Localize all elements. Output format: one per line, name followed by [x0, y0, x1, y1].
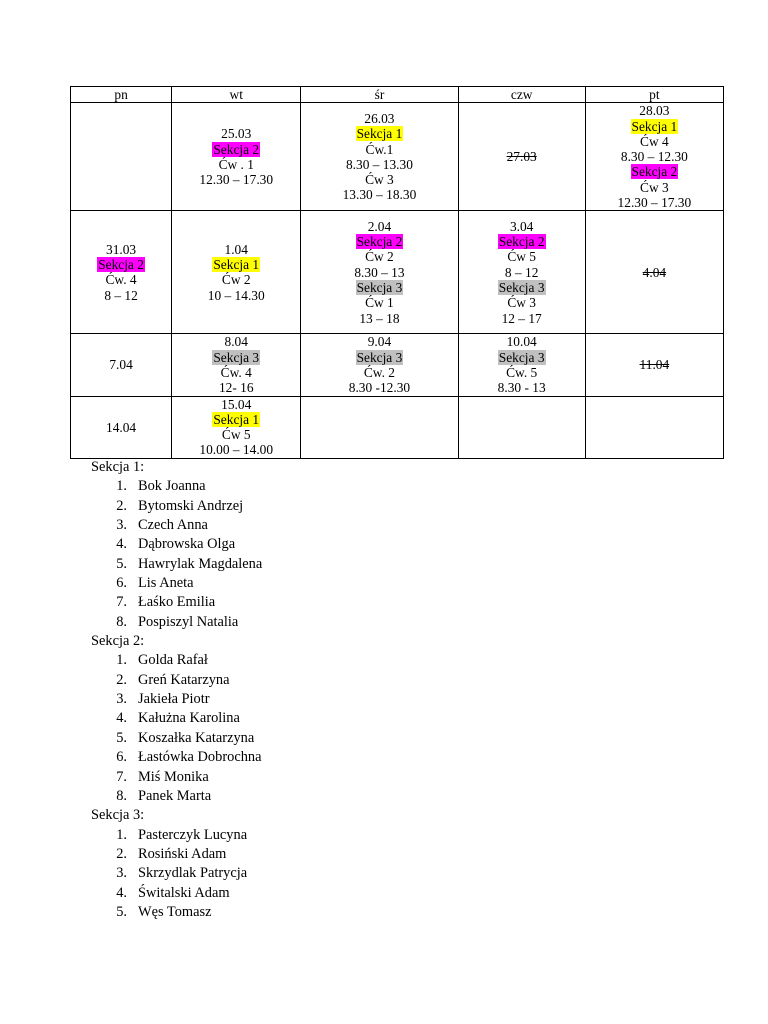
cell-line [172, 257, 300, 272]
cell-text: 12.30 – 17.30 [617, 195, 692, 211]
list-number: 4. [116, 884, 127, 901]
day-cell [301, 103, 458, 211]
cell-line [586, 119, 723, 134]
day-cell [172, 103, 301, 211]
cell-line [71, 420, 171, 435]
section-title: Sekcja 3: [91, 807, 145, 824]
list-number: 1. [116, 826, 127, 843]
list-item [91, 671, 262, 690]
cell-text: 10 – 14.30 [207, 287, 265, 303]
day-cell [458, 334, 585, 396]
student-name: Łastówka Dobrochna [138, 749, 262, 766]
cell-line [71, 357, 171, 372]
day-cell [71, 211, 172, 334]
cell-line [301, 249, 457, 264]
cell-line [301, 187, 457, 202]
cell-line [586, 134, 723, 149]
week-row [71, 103, 724, 211]
list-item [91, 555, 262, 574]
list-item [91, 516, 262, 535]
cell-line [586, 103, 723, 118]
cell-line [301, 111, 457, 126]
cell-text: 7.04 [109, 357, 133, 373]
cell-line [459, 249, 585, 264]
cell-line [172, 380, 300, 395]
cell-line [301, 350, 457, 365]
list-item [91, 729, 262, 748]
student-name: Panek Marta [138, 787, 212, 804]
cell-text: Ćw. 5 [506, 364, 538, 380]
cell-line [172, 288, 300, 303]
cell-line [459, 311, 585, 326]
cell-text: 12.30 – 17.30 [199, 172, 274, 188]
cell-line [172, 272, 300, 287]
student-name: Miś Monika [138, 768, 209, 785]
list-number: 5. [116, 555, 127, 572]
list-item [91, 690, 262, 709]
list-number: 2. [116, 497, 127, 514]
cell-line [586, 164, 723, 179]
student-name: Greń Katarzyna [138, 671, 230, 688]
schedule-table [70, 86, 724, 459]
section-highlight: Sekcja 2 [631, 164, 678, 180]
list-item [91, 884, 262, 903]
cell-text: 2.04 [367, 218, 392, 234]
day-cell [585, 334, 723, 396]
list-item [91, 709, 262, 728]
cell-line [301, 334, 457, 349]
cell-line [301, 365, 457, 380]
section-highlight: Sekcja 3 [213, 349, 260, 365]
cell-text: 13.30 – 18.30 [342, 187, 417, 203]
week-row [71, 211, 724, 334]
cancelled-date: 27.03 [506, 149, 537, 165]
list-number: 3. [116, 691, 127, 708]
cell-text: 8.30 – 13 [354, 264, 405, 280]
cell-text: Ćw.1 [365, 141, 394, 157]
cell-text: 8.30 - 13 [497, 380, 546, 396]
week-row [71, 396, 724, 458]
cell-line [301, 380, 457, 395]
section-highlight: Sekcja 1 [356, 126, 403, 142]
cell-line [459, 219, 585, 234]
cell-text: Ćw. 4 [220, 364, 252, 380]
cell-text: 3.04 [509, 218, 534, 234]
section-highlight: Sekcja 2 [498, 234, 545, 250]
student-name: Hawrylak Magdalena [138, 555, 263, 572]
cell-line [301, 142, 457, 157]
header-row [71, 87, 724, 103]
day-cell [71, 334, 172, 396]
cell-text: 14.04 [106, 419, 137, 435]
cell-line [586, 149, 723, 164]
cell-line [586, 265, 723, 280]
cancelled-date: 4.04 [642, 264, 667, 280]
cell-line [459, 365, 585, 380]
cell-line [172, 334, 300, 349]
header-day: pn [71, 87, 172, 103]
student-name: Kałużna Karolina [138, 710, 240, 727]
day-cell [172, 396, 301, 458]
cell-line [301, 126, 457, 141]
list-item [91, 864, 262, 883]
cell-text: Ćw 5 [507, 249, 536, 265]
day-cell [301, 211, 458, 334]
cell-text: 10.00 – 14.00 [199, 442, 274, 458]
list-number: 1. [116, 652, 127, 669]
student-name: Pasterczyk Lucyna [138, 826, 248, 843]
section-title: Sekcja 1: [91, 459, 145, 475]
list-item [91, 497, 262, 516]
cell-line [459, 280, 585, 295]
cell-text: Ćw 5 [221, 427, 251, 443]
cell-line [459, 334, 585, 349]
cell-line [172, 412, 300, 427]
cell-line [172, 397, 300, 412]
list-number: 8. [116, 787, 127, 804]
cell-line [459, 234, 585, 249]
cell-line [301, 219, 457, 234]
cell-text: 1.04 [224, 241, 248, 257]
cell-text: Ćw 3 [365, 172, 394, 188]
list-number: 2. [116, 671, 127, 688]
cell-line [301, 295, 457, 310]
student-name: Bytomski Andrzej [138, 497, 244, 514]
cell-text: 9.04 [367, 334, 392, 350]
header-day: pt [585, 87, 723, 103]
section-highlight: Sekcja 3 [356, 280, 403, 296]
day-cell [172, 334, 301, 396]
cell-text: 10.04 [506, 334, 537, 350]
cell-line [172, 427, 300, 442]
cell-line [172, 157, 300, 172]
cell-text: 12- 16 [218, 380, 254, 396]
student-name: Węs Tomasz [138, 903, 212, 920]
day-cell [71, 396, 172, 458]
list-item [91, 477, 262, 496]
cell-text: 8.30 – 12.30 [620, 149, 688, 165]
section-highlight: Sekcja 3 [498, 280, 545, 296]
list-item [91, 535, 262, 554]
cell-line [172, 365, 300, 380]
cell-text: 28.03 [639, 103, 670, 119]
header-day: wt [172, 87, 301, 103]
day-cell [458, 396, 585, 458]
cell-text: Ćw 2 [365, 249, 394, 265]
section-highlight: Sekcja 3 [498, 349, 545, 365]
list-number: 4. [116, 710, 127, 727]
list-number: 7. [116, 594, 127, 611]
cell-text: 31.03 [106, 241, 137, 257]
list-item [91, 748, 262, 767]
cell-text: Ćw 3 [507, 295, 536, 311]
day-cell [585, 211, 723, 334]
list-item [91, 845, 262, 864]
cell-line [301, 265, 457, 280]
day-cell [458, 103, 585, 211]
cell-line [459, 295, 585, 310]
student-name: Łaśko Emilia [138, 594, 216, 611]
student-name: Dąbrowska Olga [138, 536, 236, 553]
section-highlight: Sekcja 1 [213, 411, 260, 427]
student-name: Rosiński Adam [138, 845, 227, 862]
day-cell [301, 334, 458, 396]
cancelled-date: 11.04 [639, 357, 670, 373]
cell-text: 8.04 [224, 334, 248, 350]
cell-line [301, 172, 457, 187]
student-name: Koszałka Katarzyna [138, 729, 255, 746]
cell-line [71, 272, 171, 287]
cell-text: Ćw 1 [365, 295, 394, 311]
cell-text: Ćw. 4 [105, 272, 137, 288]
cell-text: 12 – 17 [501, 310, 542, 326]
cell-line [459, 350, 585, 365]
cell-line [586, 195, 723, 210]
cell-text: Ćw 2 [221, 272, 251, 288]
cell-line [459, 149, 585, 164]
cell-line [172, 242, 300, 257]
cell-line [71, 242, 171, 257]
cell-text: 25.03 [221, 126, 252, 142]
student-name: Lis Aneta [138, 575, 194, 592]
cell-text: 8.30 – 13.30 [345, 156, 413, 172]
student-name: Jakieła Piotr [138, 691, 210, 708]
cell-line [459, 380, 585, 395]
cell-text: Ćw . 1 [218, 156, 254, 172]
list-number: 2. [116, 845, 127, 862]
cell-line [301, 311, 457, 326]
cell-line [172, 126, 300, 141]
student-name: Świtalski Adam [138, 884, 230, 901]
list-item [91, 574, 262, 593]
list-number: 8. [116, 613, 127, 630]
day-cell [172, 211, 301, 334]
cell-text: 8 – 12 [504, 264, 539, 280]
list-number: 5. [116, 903, 127, 920]
section-highlight: Sekcja 2 [98, 257, 144, 273]
list-number: 1. [116, 478, 127, 495]
day-cell [71, 103, 172, 211]
cell-line [459, 265, 585, 280]
cell-line [71, 257, 171, 272]
week-row [71, 334, 724, 396]
section-highlight: Sekcja 2 [356, 234, 403, 250]
list-item [91, 826, 262, 845]
list-number: 6. [116, 749, 127, 766]
day-cell [458, 211, 585, 334]
cell-line [301, 280, 457, 295]
section-highlight: Sekcja 1 [631, 118, 678, 134]
cell-line [71, 288, 171, 303]
cell-text: Ćw. 2 [363, 364, 395, 380]
cell-text: Ćw 4 [640, 133, 669, 149]
day-cell [585, 396, 723, 458]
list-number: 4. [116, 536, 127, 553]
cell-line [172, 142, 300, 157]
list-number: 7. [116, 768, 127, 785]
list-item [91, 903, 262, 922]
cell-text: 13 – 18 [359, 310, 400, 326]
student-name: Czech Anna [138, 517, 208, 534]
cell-line [172, 172, 300, 187]
section-highlight: Sekcja 2 [213, 141, 260, 157]
student-name: Golda Rafał [138, 652, 208, 669]
list-item [91, 593, 262, 612]
cell-line [301, 157, 457, 172]
list-number: 6. [116, 575, 127, 592]
cell-line [172, 350, 300, 365]
list-number: 5. [116, 729, 127, 746]
list-number: 3. [116, 865, 127, 882]
list-item [91, 613, 262, 632]
cell-text: 8 – 12 [104, 287, 138, 303]
header-day: śr [301, 87, 458, 103]
list-item [91, 787, 262, 806]
cell-line [586, 357, 723, 372]
cell-text: 15.04 [221, 396, 252, 412]
student-name: Pospiszyl Natalia [138, 613, 239, 630]
student-name: Skrzydlak Patrycja [138, 865, 248, 882]
student-name: Bok Joanna [138, 478, 206, 495]
day-cell [301, 396, 458, 458]
section-title: Sekcja 2: [91, 633, 145, 650]
cell-line [172, 442, 300, 457]
cell-text: 8.30 -12.30 [348, 380, 411, 396]
header-day: czw [458, 87, 585, 103]
section-highlight: Sekcja 3 [356, 349, 403, 365]
cell-line [301, 234, 457, 249]
list-item [91, 651, 262, 670]
list-item [91, 768, 262, 787]
cell-line [586, 180, 723, 195]
section-highlight: Sekcja 1 [213, 257, 260, 273]
day-cell [585, 103, 723, 211]
cell-text: Ćw 3 [640, 179, 669, 195]
section-lists [91, 458, 262, 922]
list-number: 3. [116, 517, 127, 534]
cell-text: 26.03 [364, 110, 395, 126]
